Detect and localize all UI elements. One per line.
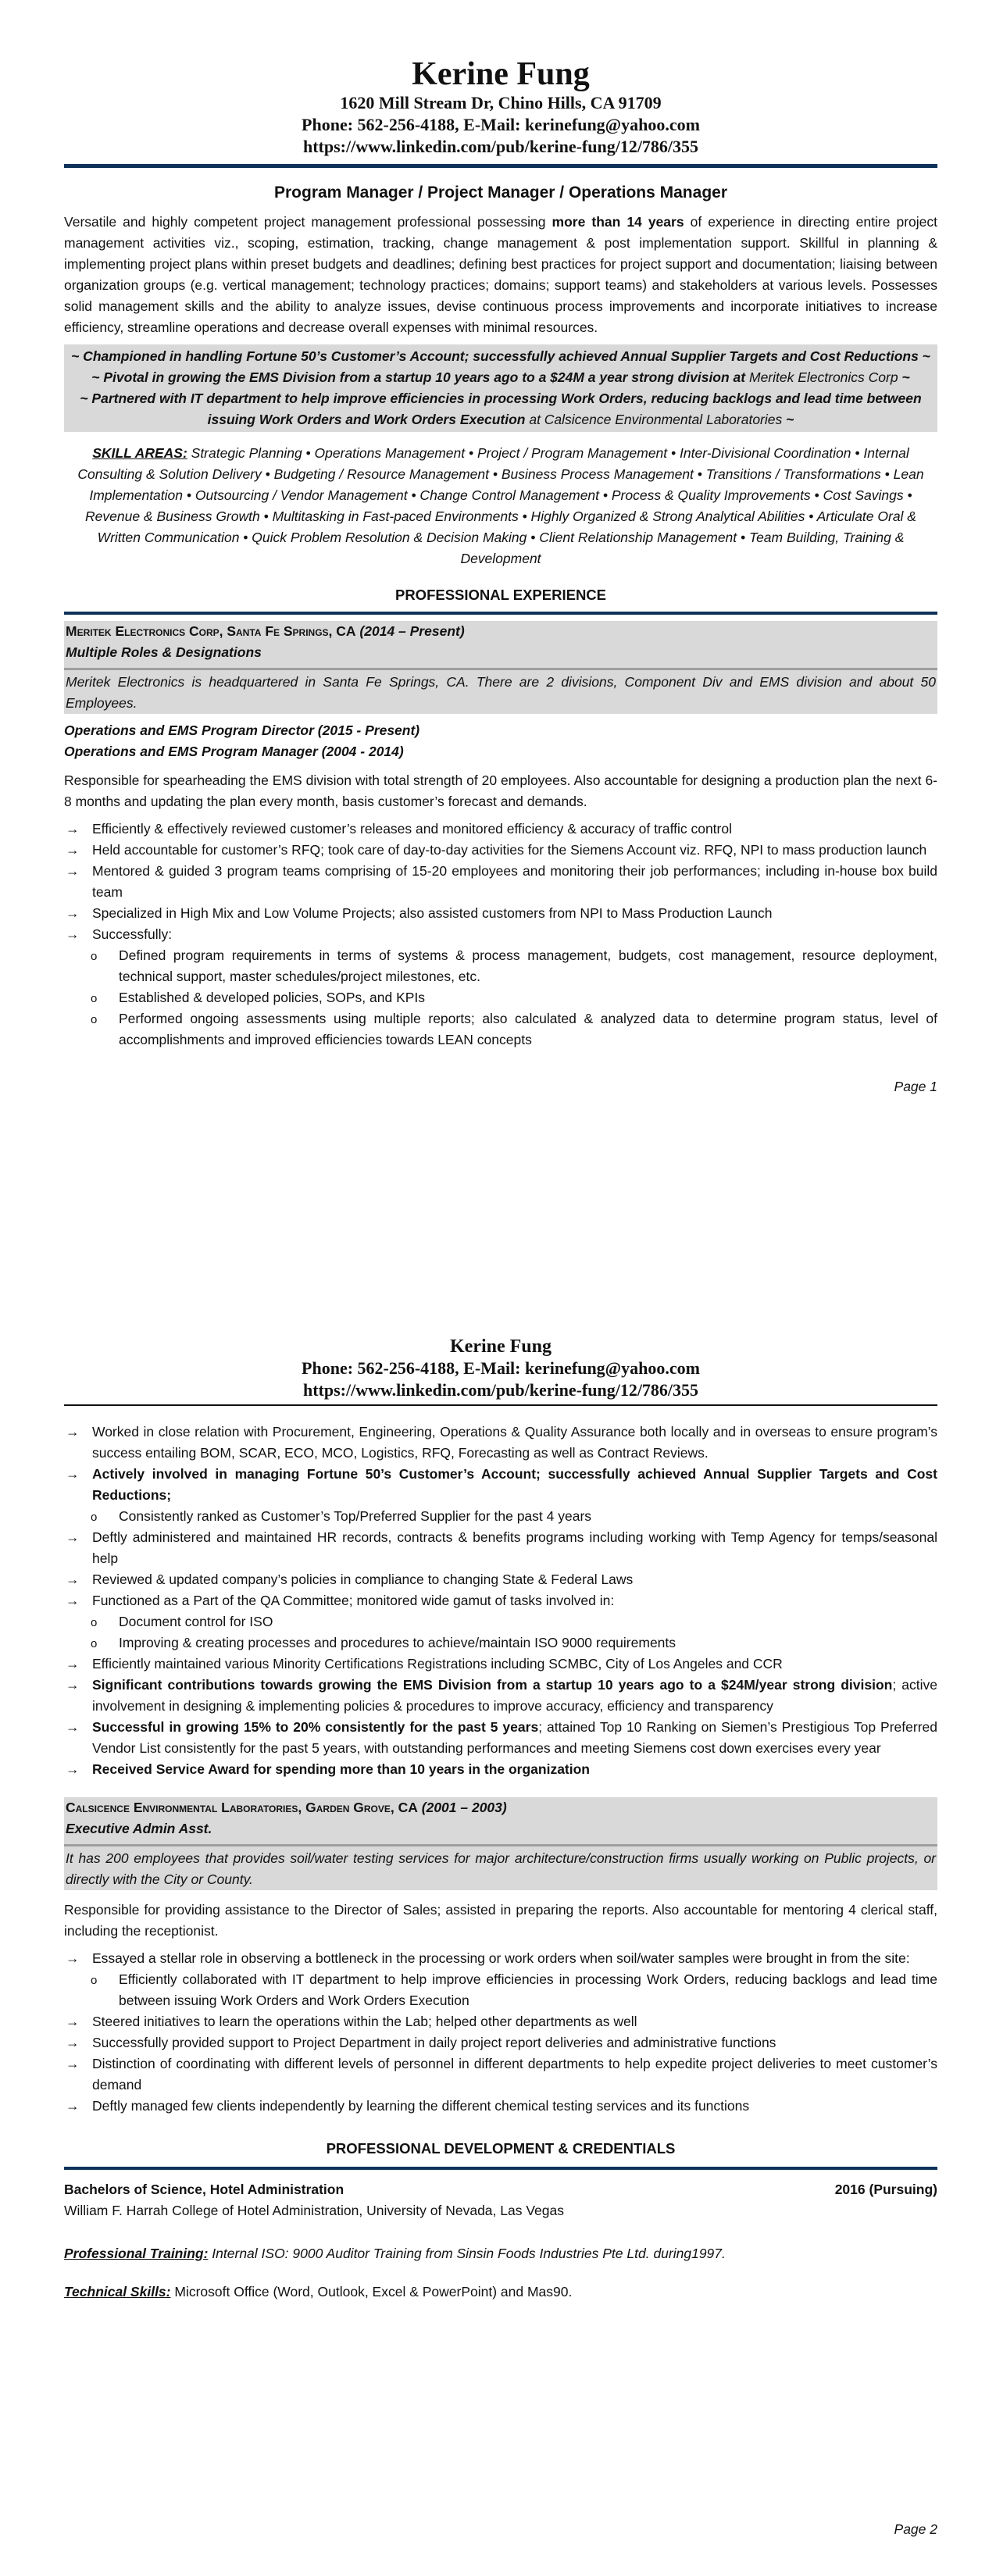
- circle-bullet-icon: o: [91, 1616, 98, 1629]
- list-item: [64, 924, 937, 1051]
- arrow-icon: →: [66, 821, 80, 837]
- bullet-text: Successfully provided support to Project Department in daily project report deliveries and administrative functions: [92, 2035, 776, 2050]
- bullet-text: Deftly administered and maintained HR records, contracts & benefits programs including working with Temp Agency for temps/seasonal help: [92, 1529, 937, 1566]
- job-bullets-continued: [64, 1422, 937, 1780]
- training-label: Professional Training:: [64, 2246, 209, 2261]
- list-item: [64, 840, 937, 861]
- arrow-icon: →: [66, 905, 80, 921]
- sub-bullet-text: Efficiently collaborated with IT department to help improve efficiencies in processing Work Orders, reducing backlogs and lead time between issuing Work Orders and Work Orders Execution: [119, 1971, 937, 2008]
- positions: [64, 720, 937, 762]
- arrow-icon: →: [66, 1950, 80, 1966]
- arrow-icon: →: [66, 842, 80, 858]
- bullet-text: Actively involved in managing Fortune 50’s Customer’s Account; successfully achieved Annual Supplier Targets and Cost Reductions;: [92, 1466, 937, 1503]
- list-item: [64, 2096, 937, 2117]
- bullet-bold: Successful in growing 15% to 20% consistently for the past 5 years: [92, 1719, 539, 1735]
- highlight-tail: ~: [898, 369, 910, 385]
- list-item: [64, 2032, 937, 2053]
- highlights-box: [64, 344, 937, 432]
- page-number: Page 1: [894, 1079, 937, 1094]
- sub-bullet-text: Improving & creating processes and procedures to achieve/maintain ISO 9000 requirements: [119, 1635, 676, 1650]
- bullet-text: Successfully:: [92, 926, 173, 942]
- job-bullets: [64, 1948, 937, 2117]
- company-name: Meritek Electronics Corp, Santa Fe Springs, CA: [66, 623, 356, 639]
- section-title-credentials: PROFESSIONAL DEVELOPMENT & CREDENTIALS: [326, 2140, 676, 2157]
- arrow-icon: →: [66, 1424, 80, 1440]
- degree: Bachelors of Science, Hotel Administration: [64, 2182, 344, 2197]
- sub-bullet-text: Document control for ISO: [119, 1614, 273, 1629]
- header-rule: [64, 164, 937, 168]
- list-item: [64, 1464, 937, 1527]
- list-item: [64, 819, 937, 840]
- bullet-text: Held accountable for customer’s RFQ; took care of day-to-day activities for the Siemens Account viz. RFQ, NPI to mass production launch: [92, 842, 927, 858]
- highlight-company: at Calsicence Environmental Laboratories: [525, 412, 783, 427]
- role-text: Executive Admin Asst.: [66, 1821, 212, 1836]
- summary-post: of experience in directing entire project management activities viz., scoping, estimation, tracking, change management & post implementation support. Skillful in planning & implementing project plans within preset budgets and deadlines; defining best practices for project support and documentation; liaising between organization groups (e.g. vertical management; technology practices; domains; support teams) and stakeholders at various levels. Possesses solid management skills and the ability to analyze issues, devise continuous process improvements and incorporate initiatives to increase efficiency, streamline operations and decrease overall expenses with minimal resources.: [64, 214, 937, 335]
- bullet-text: ; active involvement in designing & implementing policies & procedures to improve accuracy, efficiency and transparency: [92, 1677, 937, 1714]
- sub-bullets: [64, 1506, 937, 1527]
- list-item: [64, 1569, 937, 1590]
- contact-line: Phone: 562-256-4188, E-Mail: kerinefung@yahoo.com: [302, 1358, 700, 1378]
- job-summary: Responsible for providing assistance to the Director of Sales; assisted in preparing the reports. Also accountable for mentoring 4 clerical staff, including the receptionist.: [64, 1902, 937, 1939]
- list-item: [64, 1759, 937, 1780]
- bullet-text: Efficiently maintained various Minority Certifications Registrations including SCMBC, City of Los Angeles and CCR: [92, 1656, 783, 1672]
- circle-bullet-icon: o: [91, 992, 98, 1005]
- company-dates: (2014 – Present): [355, 623, 465, 639]
- circle-bullet-icon: o: [91, 1013, 98, 1026]
- job-bullets: [64, 819, 937, 1051]
- header-rule: [64, 1404, 937, 1406]
- arrow-icon: →: [66, 926, 80, 942]
- linkedin-url[interactable]: https://www.linkedin.com/pub/kerine-fung/12/786/355: [302, 1380, 699, 1400]
- company-name: Calsicence Environmental Laboratories, Garden Grove, CA: [66, 1800, 418, 1815]
- list-item: [64, 2011, 937, 2032]
- company-role: [64, 1818, 937, 1839]
- arrow-icon: →: [66, 1761, 80, 1777]
- highlight-item: [69, 346, 933, 367]
- arrow-icon: →: [66, 1593, 80, 1608]
- arrow-icon: →: [66, 1719, 80, 1735]
- arrow-icon: →: [66, 2098, 80, 2114]
- company-header: [64, 621, 937, 642]
- sub-bullet-text: Defined program requirements in terms of systems & process management, budgets, cost management, resource deployment, technical support, master schedules/project milestones, etc.: [119, 947, 937, 984]
- circle-bullet-icon: o: [91, 1637, 98, 1650]
- address: 1620 Mill Stream Dr, Chino Hills, CA 91709: [340, 93, 662, 112]
- arrow-icon: →: [66, 863, 80, 879]
- list-item: [64, 861, 937, 903]
- summary-pre: Versatile and highly competent project management professional possessing: [64, 214, 552, 230]
- section-rule: [64, 2167, 937, 2170]
- bullet-text: Essayed a stellar role in observing a bottleneck in the processing or work orders when soil/water samples were brought in from the site:: [92, 1950, 910, 1966]
- technical-skills: [64, 2282, 937, 2303]
- resume-page-2: [64, 1336, 937, 2303]
- skill-areas: [64, 443, 937, 569]
- bullet-text: Worked in close relation with Procurement, Engineering, Operations & Quality Assurance both locally and in overseas to ensure program’s success entailing BOM, SCAR, ECO, MCO, Logistics, RFQ, Forecasting as well as Contract Reviews.: [92, 1424, 937, 1461]
- highlight-tail: ~: [782, 412, 794, 427]
- bullet-text: Deftly managed few clients independently by learning the different chemical testing services and its functions: [92, 2098, 750, 2114]
- company-box-calsicence: [64, 1797, 937, 1890]
- bullet-text: Functioned as a Part of the QA Committee; monitored wide gamut of tasks involved in:: [92, 1593, 615, 1608]
- resume-page-1: [64, 56, 937, 1095]
- summary-bold: more than 14 years: [552, 214, 684, 230]
- company-header: [64, 1797, 937, 1818]
- training-text: Internal ISO: 9000 Auditor Training from Sinsin Foods Industries Pte Ltd. during1997.: [208, 2246, 726, 2261]
- summary-paragraph: [64, 212, 937, 338]
- list-item: [64, 1590, 937, 1654]
- linkedin-url[interactable]: https://www.linkedin.com/pub/kerine-fung/12/786/355: [302, 137, 699, 156]
- education-row: [64, 2179, 937, 2200]
- candidate-name: Kerine Fung: [412, 56, 590, 92]
- company-dates: (2001 – 2003): [417, 1800, 507, 1815]
- circle-bullet-icon: o: [91, 1511, 98, 1524]
- sub-list-item: [64, 945, 937, 987]
- highlight-company: Meritek Electronics Corp: [745, 369, 898, 385]
- sub-bullet-text: Performed ongoing assessments using multiple reports; also calculated & analyzed data to determine program status, level of accomplishments and improved efficiencies towards LEAN concepts: [119, 1011, 937, 1047]
- sub-list-item: [64, 1611, 937, 1632]
- position-title: Operations and EMS Program Manager (2004 - 2014): [64, 744, 404, 759]
- highlight-bold: ~ Championed in handling Fortune 50’s Customer’s Account; successfully achieved Annual Supplier Targets and Cost Reductions ~: [71, 348, 930, 364]
- circle-bullet-icon: o: [91, 950, 98, 963]
- bullet-text: Specialized in High Mix and Low Volume Projects; also assisted customers from NPI to Mass Production Launch: [92, 905, 773, 921]
- company-description: Meritek Electronics is headquartered in Santa Fe Springs, CA. There are 2 divisions, Component Div and EMS division and about 50 Employees.: [66, 674, 936, 711]
- arrow-icon: →: [66, 1466, 80, 1482]
- professional-title: Program Manager / Project Manager / Operations Manager: [274, 184, 727, 202]
- school: William F. Harrah College of Hotel Administration, University of Nevada, Las Vegas: [64, 2203, 564, 2218]
- sub-list-item: [64, 987, 937, 1008]
- bullet-text: Mentored & guided 3 program teams comprising of 15-20 employees and monitoring their job performances; including in-house box build team: [92, 863, 937, 900]
- skill-areas-label: SKILL AREAS:: [92, 445, 187, 461]
- arrow-icon: →: [66, 1677, 80, 1693]
- list-item: [64, 903, 937, 924]
- arrow-icon: →: [66, 2056, 80, 2071]
- company-box-meritek: [64, 621, 937, 714]
- sub-bullets: [64, 945, 937, 1051]
- technical-label: Technical Skills:: [64, 2284, 171, 2299]
- bullet-text: Efficiently & effectively reviewed customer’s releases and monitored efficiency & accuracy of traffic control: [92, 821, 732, 837]
- sub-list-item: [64, 1632, 937, 1654]
- arrow-icon: →: [66, 2035, 80, 2050]
- contact-line: Phone: 562-256-4188, E-Mail: kerinefung@yahoo.com: [302, 115, 700, 134]
- bullet-text: ; attained Top 10 Ranking on Siemen’s Prestigious Top Preferred Vendor List consistently for the past 5 years, with outstanding performances and meeting Siemens cost down exercises every year: [92, 1719, 937, 1756]
- bullet-bold: Received Service Award for spending more than 10 years in the organization: [92, 1761, 590, 1777]
- sub-list-item: [64, 1506, 937, 1527]
- arrow-icon: →: [66, 2014, 80, 2029]
- sub-bullets: [64, 1969, 937, 2011]
- professional-training: [64, 2243, 937, 2264]
- position-title: Operations and EMS Program Director (2015 - Present): [64, 722, 420, 738]
- section-title-experience: PROFESSIONAL EXPERIENCE: [394, 587, 607, 603]
- arrow-icon: →: [66, 1572, 80, 1587]
- list-item: [64, 2053, 937, 2096]
- list-item: [64, 1654, 937, 1675]
- highlight-bold: ~ Partnered with IT department to help improve efficiencies in processing Work Orders, reducing backlogs and lead time between issuing Work Orders and Work Orders Execution: [80, 391, 922, 427]
- arrow-icon: →: [66, 1529, 80, 1545]
- bullet-text: Steered initiatives to learn the operations within the Lab; helped other departments as well: [92, 2014, 637, 2029]
- page-number: Page 2: [894, 2521, 937, 2537]
- bullet-bold: Significant contributions towards growing the EMS Division from a startup 10 years ago to a $24M/year strong division: [92, 1677, 893, 1693]
- arrow-icon: →: [66, 1656, 80, 1672]
- list-item: [64, 1422, 937, 1464]
- list-item: [64, 1717, 937, 1759]
- sub-bullet-text: Consistently ranked as Customer’s Top/Preferred Supplier for the past 4 years: [119, 1508, 592, 1524]
- role-text: Multiple Roles & Designations: [66, 644, 262, 660]
- sub-list-item: [64, 1008, 937, 1051]
- candidate-name: Kerine Fung: [450, 1336, 552, 1357]
- technical-text: Microsoft Office (Word, Outlook, Excel & PowerPoint) and Mas90.: [170, 2284, 573, 2299]
- sub-list-item: [64, 1969, 937, 2011]
- list-item: [64, 1948, 937, 2011]
- skill-areas-list: Strategic Planning • Operations Management • Project / Program Management • Inter-Divisional Coordination • Internal Consulting & Solution Delivery • Budgeting / Resource Management • Business Process Management • Transitions / Transformations • Lean Implementation • Outsourcing / Vendor Management • Change Control Management • Process & Quality Improvements • Cost Savings • Revenue & Business Growth • Multitasking in Fast-paced Environments • Highly Organized & Strong Analytical Abilities • Articulate Oral & Written Communication • Quick Problem Resolution & Decision Making • Client Relationship Management • Team Building, Training & Development: [77, 445, 924, 566]
- job-summary: Responsible for spearheading the EMS division with total strength of 20 employees. Also accountable for designing a production plan the next 6-8 months and updating the plan every month, basis customer’s forecast and demands.: [64, 772, 937, 809]
- highlight-bold: ~ Pivotal in growing the EMS Division from a startup 10 years ago to a $24M a year strong division at: [91, 369, 746, 385]
- company-role: [64, 642, 937, 663]
- circle-bullet-icon: o: [91, 1974, 98, 1987]
- company-description: It has 200 employees that provides soil/water testing services for major architecture/construction firms usually working on Public projects, or directly with the City or County.: [66, 1850, 936, 1887]
- list-item: [64, 1527, 937, 1569]
- bullet-text: Reviewed & updated company’s policies in compliance to changing State & Federal Laws: [92, 1572, 634, 1587]
- sub-bullets: [64, 1611, 937, 1654]
- highlight-item: [69, 388, 933, 430]
- degree-year: 2016 (Pursuing): [834, 2182, 937, 2197]
- list-item: [64, 1675, 937, 1717]
- sub-bullet-text: Established & developed policies, SOPs, and KPIs: [119, 990, 426, 1005]
- section-rule: [64, 612, 937, 615]
- bullet-text: Distinction of coordinating with different levels of personnel in different departments to help expedite project deliveries to meet customer’s demand: [92, 2056, 937, 2093]
- highlight-item: [69, 367, 933, 388]
